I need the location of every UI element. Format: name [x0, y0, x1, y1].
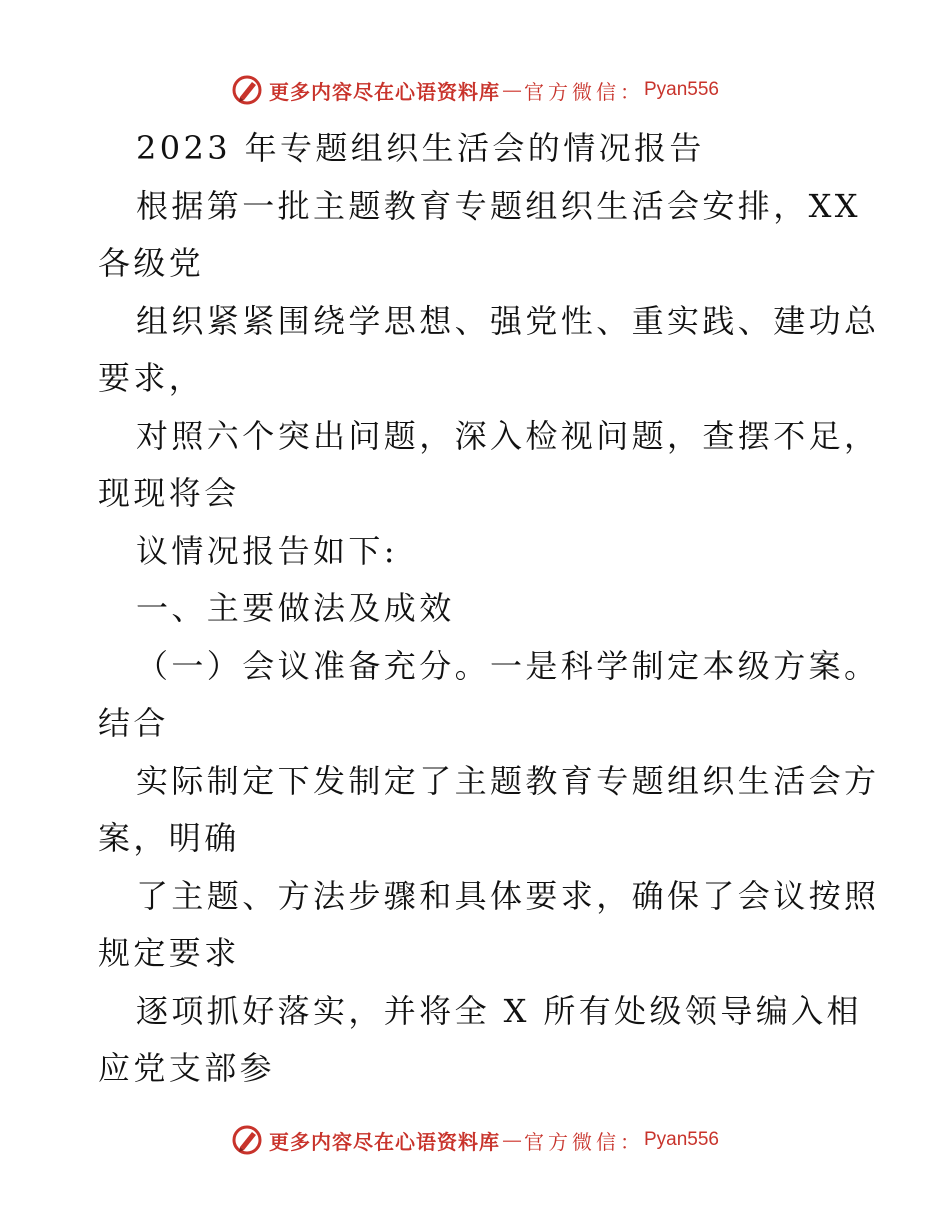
watermark-wechat-label: 官方微信： [523, 1129, 644, 1154]
watermark-wechat-id: Pyan556 [643, 1129, 719, 1150]
document-title: 2023 年专题组织生活会的情况报告 [136, 129, 705, 167]
text-line: 现现将会 [98, 474, 240, 512]
text-line: 要求， [98, 359, 205, 397]
text-line: 结合 [98, 704, 169, 742]
text-line: 议情况报告如下: [136, 531, 398, 570]
text-line: 案，明确 [98, 819, 240, 857]
text-line: 组织紧紧围绕学思想、强党性、重实践、建功总 [136, 301, 880, 340]
section-heading: 一、主要做法及成效 [136, 589, 455, 627]
header-watermark [0, 70, 950, 110]
text-line: 规定要求 [98, 934, 240, 972]
text-line: 了主题、方法步骤和具体要求，确保了会议按照 [136, 876, 880, 915]
watermark-dash: — [501, 1128, 522, 1152]
text-line: （一）会议准备充分。一是科学制定本级方案。 [136, 646, 880, 685]
footer-watermark [0, 1120, 950, 1160]
watermark-wechat-label: 官方微信： [523, 79, 644, 104]
text-line: 根据第一批主题教育专题组织生活会安排，XX [136, 186, 861, 225]
watermark-site-name: 更多内容尽在心语资料库 [268, 79, 500, 104]
text-line: 各级党 [98, 244, 205, 282]
text-line: 对照六个突出问题，深入检视问题，查摆不足， [136, 416, 880, 455]
watermark-site-name: 更多内容尽在心语资料库 [268, 1129, 500, 1154]
text-line: 逐项抓好落实，并将全 X 所有处级领导编入相 [136, 991, 862, 1030]
watermark-wechat-id: Pyan556 [643, 79, 719, 100]
document-body [98, 120, 880, 1098]
pen-logo-icon [231, 1124, 263, 1156]
watermark-dash: — [501, 78, 522, 102]
text-line: 应党支部参 [98, 1049, 276, 1087]
text-line: 实际制定下发制定了主题教育专题组织生活会方 [136, 761, 880, 800]
pen-logo-icon [231, 74, 263, 106]
